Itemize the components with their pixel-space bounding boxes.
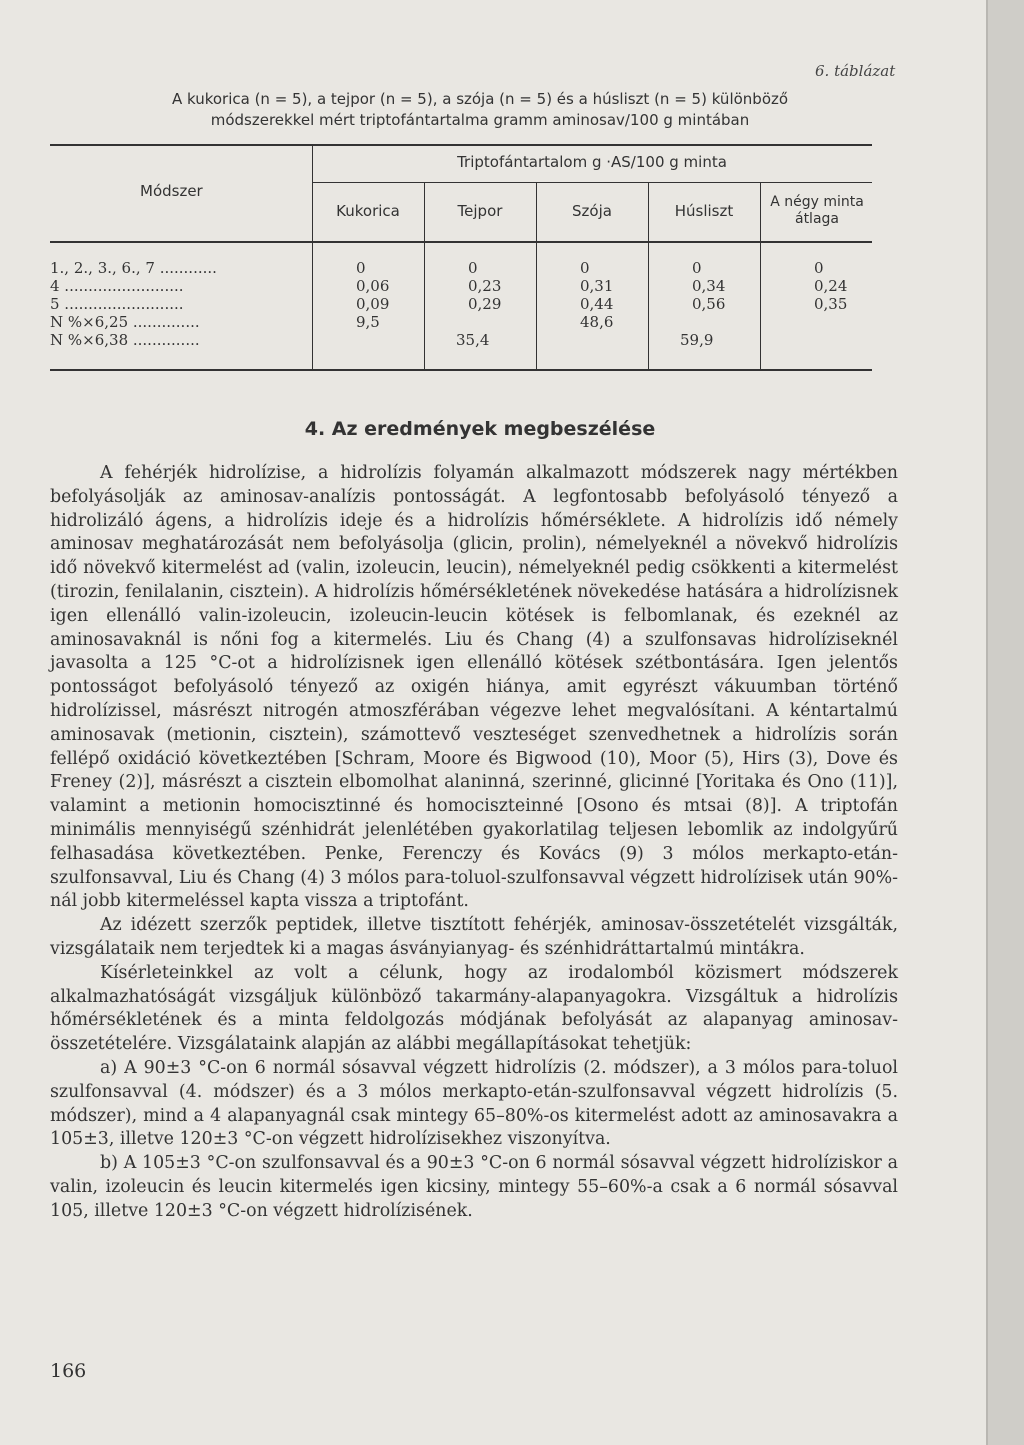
- cell-atlag: 0,24: [814, 277, 848, 295]
- table-bottom-rule: [50, 369, 872, 371]
- paragraph: a) A 90±3 °C-on 6 normál sósavval végzett hidrolízis (2. módszer), a 3 mólos para-toluol szulfonsavval (4. módszer) és a 3 mólos merkapto-etán-szulfonsavval végzett hidrolízis (5. módszer), mind a 4 alapanyagnál csak mintegy 65–80%-os kitermelést adott az aminosavakra a 105±3, illetve 120±3 °C-on végzett hidrolízisekhez viszonyítva.: [50, 1057, 898, 1150]
- table-caption-line1: A kukorica (n = 5), a tejpor (n = 5), a szója (n = 5) és a húsliszt (n = 5) különböző: [171, 90, 789, 108]
- column-divider: [760, 182, 761, 369]
- table-caption-line2: módszerekkel mért triptofántartalma gramm aminosav/100 g mintában: [210, 111, 750, 129]
- row-label: N %×6,38 ..............: [50, 331, 200, 349]
- cell-atlag: 0,35: [814, 295, 848, 313]
- section-heading: 4. Az eredmények megbeszélése: [304, 418, 656, 440]
- table-top-rule: [50, 144, 872, 146]
- row-label: 5 .........................: [50, 295, 184, 313]
- cell-kukorica: 0,09: [356, 295, 390, 313]
- cell-atlag: 0: [814, 259, 824, 277]
- cell-tejpor: 0,29: [468, 295, 502, 313]
- cell-kukorica: 0,06: [356, 277, 390, 295]
- column-divider: [312, 146, 313, 369]
- column-header-szoja: Szója: [572, 202, 612, 220]
- cell-husliszt: 0: [692, 259, 702, 277]
- cell-tejpor: 0,23: [468, 277, 502, 295]
- page-edge: [986, 0, 1024, 1445]
- cell-kukorica: 0: [356, 259, 366, 277]
- paragraph: b) A 105±3 °C-on szulfonsavval és a 90±3 °C-on 6 normál sósavval végzett hidrolíziskor a valin, izoleucin és leucin kitermelés igen kicsiny, mintegy 55–60%-a csak a 6 normál sósavval 105, illetve 120±3 °C-on végzett hidrolízisének.: [50, 1153, 898, 1221]
- paragraph: A fehérjék hidrolízise, a hidrolízis folyamán alkalmazott módszerek nagy mértékben befolyásolják az aminosav-analízis pontosságát. A legfontosabb befolyásoló tényező a hidrolizáló ágens, a hidrolízis ideje és a hidrolízis hőmérséklete. A hidrolízis idő némely aminosav meghatározását nem befolyásolja (glicin, prolin), némelyeknél a növekvő hidrolízis idő növekvő kitermelést ad (valin, izoleucin, leucin), némelyeknél pedig csökkenti a kitermelést (tirozin, fenilalanin, cisztein). A hidrolízis hőmérsékletének növekedése hatására a hidrolízisnek igen ellenálló valin-izoleucin, izoleucin-leucin kötések is felbomlanak, és ezeknél az aminosavaknál is nőni fog a kitermelés. Liu és Chang (4) a szulfonsavas hidrolíziseknél javasolta a 125 °C-ot a hidrolízisnek igen ellenálló kötések szétbontására. Igen jelentős pontosságot befolyásoló tényező az oxigén hiánya, amit egyrészt vákuumban történő hidrolízissel, másrészt nitrogén atmoszférában végezve lehet megvalósítani. A kéntartalmú aminosavak (metionin, cisztein), számottevő veszteséget szenvedhetnek a hidrolízis során fellépő oxidáció következtében [Schram, Moore és Bigwood (10), Moor (5), Hirs (3), Dove és Freney (2)], másrészt a cisztein elbomolhat alaninná, szerinné, glicinné [Yoritaka és Ono (11)], valamint a metionin homocisztinné és homociszteinné [Osono és mtsai (8)]. A triptofán minimális mennyiségű szénhidrát jelenlétében gyakorlatilag teljesen lebomlik az indolgyűrű felhasadása következtében. Penke, Ferenczy és Kovács (9) 3 mólos merkapto-etán-szulfonsavval, Liu és Chang (4) 3 mólos para-toluol-szulfonsavval végzett hidrolízisek után 90%-nál jobb kitermeléssel kapta vissza a triptofánt.: [50, 463, 898, 912]
- row-label: 4 .........................: [50, 277, 184, 295]
- body-text: [50, 462, 898, 1224]
- column-header-atlag: A négy minta átlaga: [770, 194, 864, 227]
- group-header-rule: [312, 182, 872, 183]
- cell-szoja: 0,31: [580, 277, 614, 295]
- row-label: N %×6,25 ..............: [50, 313, 200, 331]
- column-header-tejpor: Tejpor: [457, 202, 503, 220]
- cell-szoja: 48,6: [580, 313, 614, 331]
- cell-husliszt: 0,56: [692, 295, 726, 313]
- paragraph: Az idézett szerzők peptidek, illetve tisztított fehérjék, aminosav-összetételét vizsgálták, vizsgálataik nem terjedtek ki a magas ásványianyag- és szénhidráttartalmú mintákra.: [50, 915, 898, 959]
- column-header-husliszt: Húsliszt: [674, 202, 734, 220]
- cell-szoja: 0: [580, 259, 590, 277]
- cell-kukorica: 9,5: [356, 313, 380, 331]
- table-label: 6. táblázat: [815, 62, 896, 80]
- cell-husliszt: 59,9: [680, 331, 714, 349]
- group-header: Triptofántartalom g ·AS/100 g minta: [457, 153, 727, 171]
- table-header-rule: [50, 241, 872, 243]
- paragraph: Kísérleteinkkel az volt a célunk, hogy az irodalomból közismert módszerek alkalmazhatóságát vizsgáljuk különböző takarmány-alapanyagokra. Vizsgáltuk a hidrolízis hőmérsékletének és a minta feldolgozás módjának befolyását az alapanyag aminosav-összetételére. Vizsgálataink alapján az alábbi megállapításokat tehetjük:: [50, 962, 898, 1055]
- column-header-kukorica: Kukorica: [336, 202, 400, 220]
- cell-szoja: 0,44: [580, 295, 614, 313]
- page-number: 166: [50, 1360, 87, 1382]
- cell-tejpor: 35,4: [456, 331, 490, 349]
- method-header: Módszer: [140, 182, 203, 200]
- row-label: 1., 2., 3., 6., 7 ............: [50, 259, 217, 277]
- cell-tejpor: 0: [468, 259, 478, 277]
- cell-husliszt: 0,34: [692, 277, 726, 295]
